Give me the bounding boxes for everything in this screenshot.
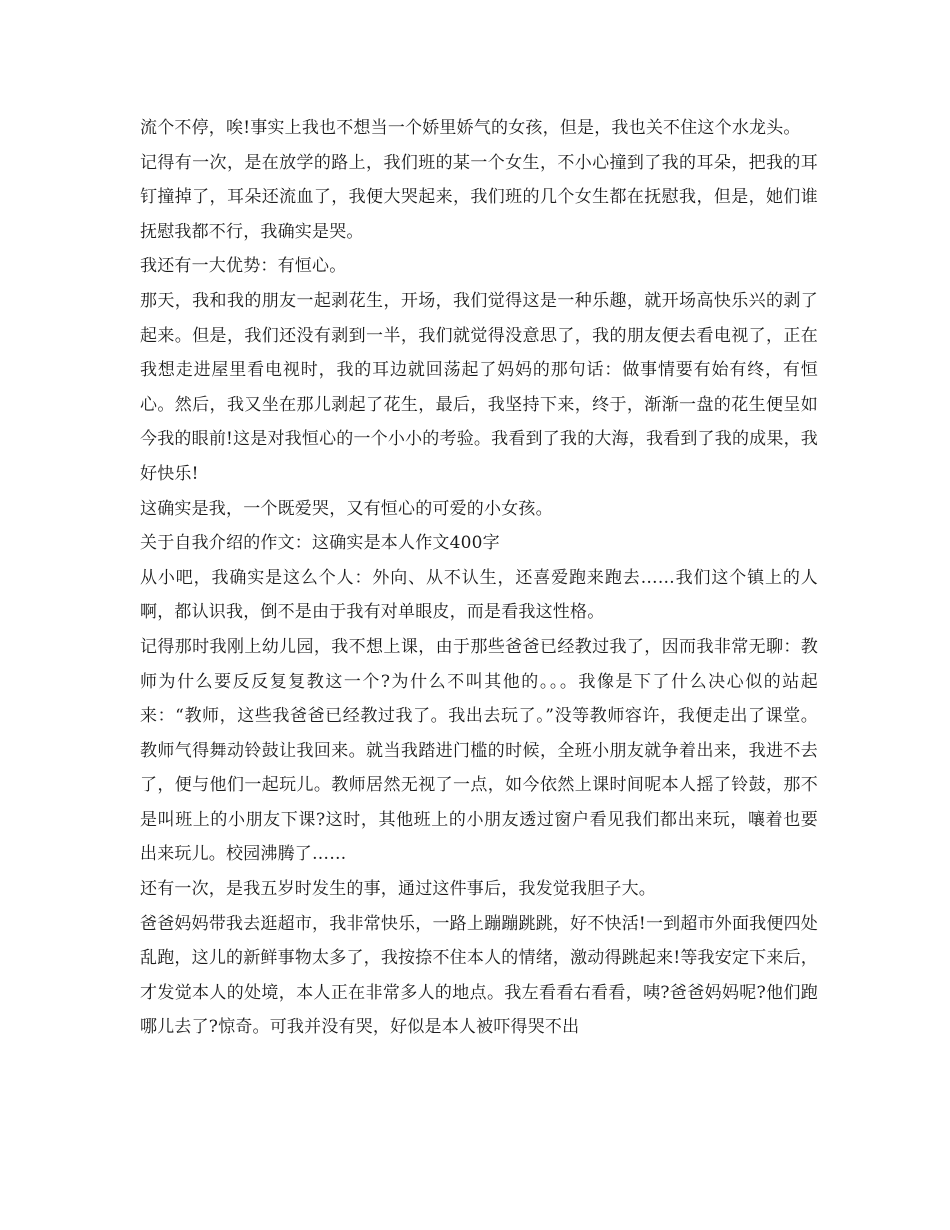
paragraph-age-five: 还有一次，是我五岁时发生的事，通过这件事后，我发觉我胆子大。	[140, 879, 656, 900]
paragraph-crying-faucet: 流个不停，唉!事实上我也不想当一个娇里娇气的女孩，但是，我也关不住这个水龙头。	[140, 118, 801, 138]
paragraph-earring-incident: 记得有一次，是在放学的路上，我们班的某一个女生，不小心撞到了我的耳朵，把我的耳钉撞掉了，耳朵还流血了，我便大哭起来，我们班的几个女生都在抚慰我，但是，她们谁抚慰我都不行，我确实是哭。	[140, 152, 818, 242]
paragraph-supermarket: 爸爸妈妈带我去逛超市，我非常快乐，一路上蹦蹦跳跳，好不快活!一到超市外面我便四处乱跑，这儿的新鲜事物太多了，我按捺不住本人的情绪，激动得跳起来!等我安定下来后，才发觉本人的处境，本人正在非常多人的地点。我左看看右看看，咦?爸爸妈妈呢?他们跑哪儿去了?惊奇。可我并没有哭，好似是本人被吓得哭不出	[140, 913, 818, 1038]
essay-title: 关于自我介绍的作文：这确实是本人作文400字	[140, 533, 500, 554]
essay-body	[140, 111, 818, 1045]
paragraph-kindergarten: 记得那时我刚上幼儿园，我不想上课，由于那些爸爸已经教过我了，因而我非常无聊：教师为什么要反反复复教这一个?为什么不叫其他的。。。我像是下了什么决心似的站起来：“教师，这些我爸爸已经教过我了。我出去玩了。”没等教师容许，我便走出了课堂。教师气得舞动铃鼓让我回来。就当我踏进门槛的时候，全班小朋友就争着出来，我进不去了，便与他们一起玩儿。教师居然无视了一点，如今依然上课时间呢本人摇了铃鼓，那不是叫班上的小朋友下课?这时，其他班上的小朋友透过窗户看见我们都出来玩，嚷着也要出来玩儿。校园沸腾了……	[140, 636, 818, 865]
paragraph-perseverance-intro: 我还有一大优势：有恒心。	[140, 256, 347, 277]
paragraph-conclusion: 这确实是我，一个既爱哭，又有恒心的可爱的小女孩。	[140, 498, 553, 519]
paragraph-peeling-peanuts: 那天，我和我的朋友一起剥花生，开场，我们觉得这是一种乐趣，就开场高快乐兴的剥了起来。但是，我们还没有剥到一半，我们就觉得没意思了，我的朋友便去看电视了，正在我想走进屋里看电视时，我的耳边就回荡起了妈妈的那句话：做事情要有始有终，有恒心。然后，我又坐在那儿剥起了花生，最后，我坚持下来，终于，渐渐一盘的花生便呈如今我的眼前!这是对我恒心的一个小小的考验。我看到了我的大海，我看到了我的成果，我好快乐!	[140, 290, 818, 484]
paragraph-personality: 从小吧，我确实是这么个人：外向、从不认生，还喜爱跑来跑去……我们这个镇上的人啊，都认识我，倒不是由于我有对单眼皮，而是看我这性格。	[140, 567, 818, 623]
